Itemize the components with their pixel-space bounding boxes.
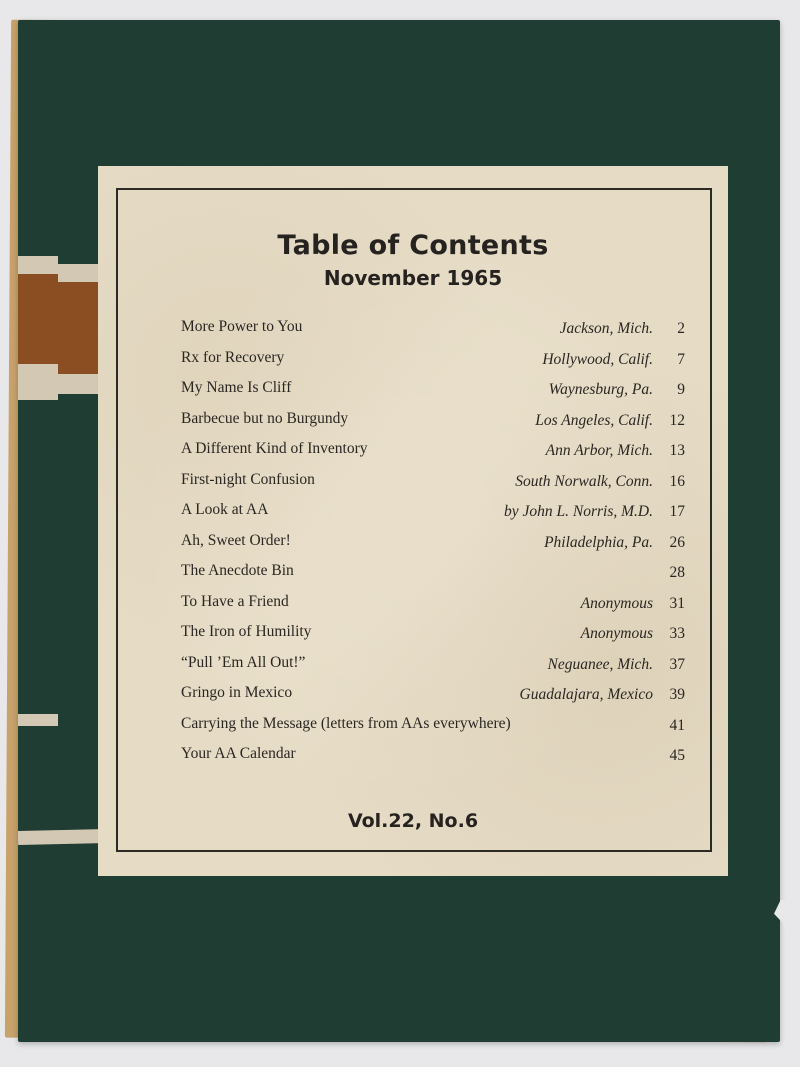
- toc-entry: [181, 741, 685, 772]
- entry-author: Ann Arbor, Mich.: [545, 442, 653, 459]
- entry-page: 41: [669, 716, 685, 734]
- entry-title: My Name Is Cliff: [181, 379, 292, 396]
- entry-page: 31: [669, 594, 685, 612]
- entry-author: Los Angeles, Calif.: [535, 411, 653, 429]
- entry-page: 45: [669, 747, 685, 764]
- volume-number: Vol.22, No.6: [347, 810, 479, 832]
- toc-entry: [181, 711, 685, 742]
- lower-left-stripe: [18, 829, 108, 845]
- toc-entry: [181, 497, 685, 528]
- toc-entry: [181, 558, 685, 589]
- contents-label: [98, 166, 728, 876]
- toc-entry: [181, 314, 685, 345]
- entry-author: Jackson, Mich.: [559, 320, 653, 337]
- toc-entry: [181, 528, 685, 559]
- issue-date: November 1965: [323, 266, 503, 290]
- entry-author: Philadelphia, Pa.: [544, 533, 653, 551]
- toc-entry: [181, 375, 685, 406]
- toc-entry: [181, 650, 685, 681]
- entry-author: Waynesburg, Pa.: [548, 381, 653, 398]
- entry-author: Anonymous: [580, 625, 653, 642]
- entry-title: “Pull ’Em All Out!”: [181, 653, 306, 671]
- right-stripe-band: [18, 256, 58, 400]
- lower-right-stripe: [18, 714, 58, 726]
- entry-title: Ah, Sweet Order!: [181, 531, 291, 549]
- entry-title: Carrying the Message (letters from AAs everywhere): [181, 714, 511, 732]
- entry-title: Your AA Calendar: [181, 745, 296, 762]
- entry-title: The Iron of Humility: [181, 623, 312, 640]
- toc-entry: [181, 589, 685, 620]
- entry-author: Neguanee, Mich.: [547, 655, 653, 673]
- entry-page: 13: [669, 442, 685, 459]
- toc-entry: [181, 436, 685, 467]
- entry-page: 16: [669, 472, 685, 490]
- entry-author: Hollywood, Calif.: [542, 350, 653, 368]
- entry-title: Barbecue but no Burgundy: [181, 409, 349, 427]
- toc-entry: [181, 619, 685, 650]
- entry-page: 12: [669, 411, 685, 429]
- right-brown-block: [18, 274, 58, 364]
- entry-author: Guadalajara, Mexico: [519, 686, 653, 703]
- entry-title: To Have a Friend: [181, 592, 289, 610]
- entry-page: 7: [677, 350, 685, 368]
- toc-entry: [181, 345, 685, 376]
- toc-entry: [181, 680, 685, 711]
- toc-list: [181, 314, 685, 772]
- toc-entry: [181, 467, 685, 498]
- entry-title: More Power to You: [181, 318, 303, 335]
- entry-title: Rx for Recovery: [181, 348, 285, 366]
- entry-page: 26: [669, 533, 685, 551]
- entry-title: The Anecdote Bin: [181, 562, 294, 579]
- entry-title: Gringo in Mexico: [181, 684, 293, 701]
- entry-title: A Different Kind of Inventory: [181, 440, 368, 457]
- entry-title: First-night Confusion: [181, 470, 315, 488]
- entry-title: A Look at AA: [181, 501, 269, 518]
- toc-entry: [181, 406, 685, 437]
- entry-page: 9: [677, 381, 685, 398]
- entry-page: 17: [669, 503, 685, 520]
- entry-author: Anonymous: [580, 594, 653, 612]
- magazine-back-cover: [18, 20, 780, 1042]
- entry-page: 33: [669, 625, 685, 642]
- entry-page: 39: [669, 686, 685, 703]
- entry-author: by John L. Norris, M.D.: [504, 503, 653, 520]
- entry-author: South Norwalk, Conn.: [515, 472, 653, 490]
- toc-heading: Table of Contents: [277, 230, 549, 261]
- entry-page: 2: [677, 320, 685, 337]
- entry-page: 37: [669, 655, 685, 673]
- entry-page: 28: [669, 564, 685, 581]
